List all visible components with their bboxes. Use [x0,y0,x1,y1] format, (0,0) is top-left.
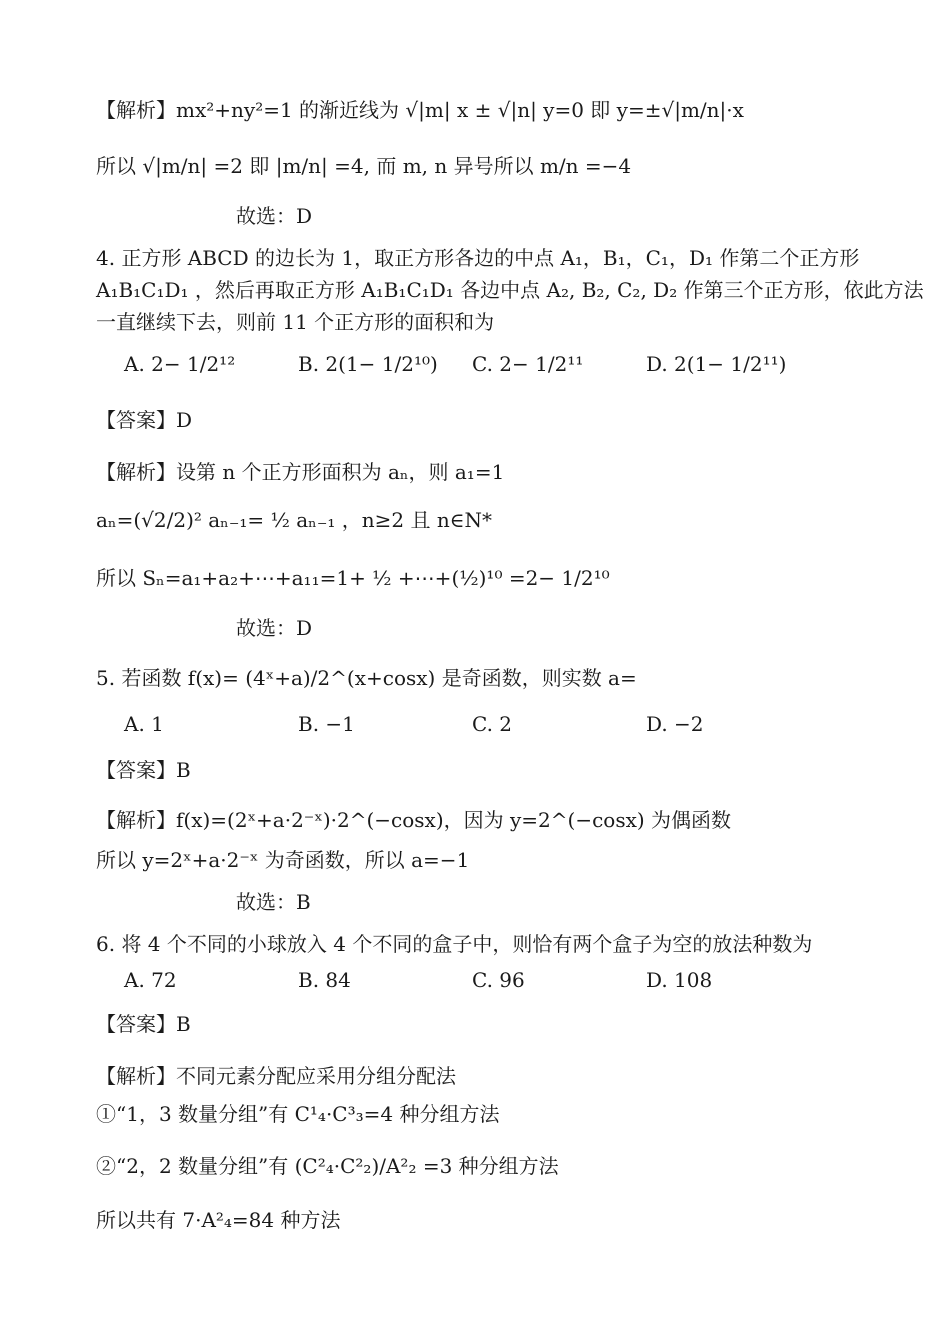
analysis-q4-line1: 【解析】设第 n 个正方形面积为 aₙ，则 a₁=1 [96,460,505,484]
question-4-line2: A₁B₁C₁D₁ ，然后再取正方形 A₁B₁C₁D₁ 各边中点 A₂, B₂, C₂, D₂ 作第三个正方形，依此方法 [96,278,924,302]
analysis-q3-line1: 【解析】mx²+ny²=1 的渐近线为 √|m| x ± √|n| y=0 即 y=±√|m/n|·x [96,98,744,122]
analysis-q3-line2: 所以 √|m/n| =2 即 |m/n| =4, 而 m, n 异号所以 m/n =−4 [96,154,632,178]
analysis-q5-line1: 【解析】f(x)=(2ˣ+a·2⁻ˣ)·2^(−cosx)，因为 y=2^(−cosx) 为偶函数 [96,808,732,832]
question-5: 5. 若函数 f(x)= (4ˣ+a)/2^(x+cosx) 是奇函数，则实数 a= [96,666,637,690]
answer-q6: 【答案】B [96,1012,191,1036]
answer-choice-q5: 故选：B [236,890,311,914]
analysis-q5-line2: 所以 y=2ˣ+a·2⁻ˣ 为奇函数，所以 a=−1 [96,848,470,872]
q6-option-d: D. 108 [646,968,713,992]
question-4-line3: 一直继续下去，则前 11 个正方形的面积和为 [96,310,495,334]
q4-option-a: A. 2− 1/2¹² [124,352,236,376]
question-4-line1: 4. 正方形 ABCD 的边长为 1，取正方形各边的中点 A₁，B₁，C₁，D₁ 作第二个正方形 [96,246,860,270]
answer-choice-q3: 故选：D [236,204,313,228]
q5-option-c: C. 2 [472,712,513,736]
analysis-q4-line2: aₙ=(√2/2)² aₙ₋₁= ½ aₙ₋₁ ，n≥2 且 n∈N* [96,508,493,532]
question-6: 6. 将 4 个不同的小球放入 4 个不同的盒子中，则恰有两个盒子为空的放法种数为 [96,932,813,956]
q4-option-d: D. 2(1− 1/2¹¹) [646,352,787,376]
answer-choice-q4: 故选：D [236,616,313,640]
q4-option-b: B. 2(1− 1/2¹⁰) [298,352,438,376]
q4-option-c: C. 2− 1/2¹¹ [472,352,584,376]
analysis-q6-line1: 【解析】不同元素分配应采用分组分配法 [96,1064,456,1088]
analysis-q6-line4: 所以共有 7·A²₄=84 种方法 [96,1208,341,1232]
q6-option-b: B. 84 [298,968,351,992]
q6-option-c: C. 96 [472,968,525,992]
answer-q5: 【答案】B [96,758,191,782]
q5-option-b: B. −1 [298,712,355,736]
analysis-q4-line3: 所以 Sₙ=a₁+a₂+⋯+a₁₁=1+ ½ +⋯+(½)¹⁰ =2− 1/2¹⁰ [96,566,610,590]
analysis-q6-line3: ②“2，2 数量分组”有 (C²₄·C²₂)/A²₂ =3 种分组方法 [96,1154,559,1178]
analysis-q6-line2: ①“1，3 数量分组”有 C¹₄·C³₃=4 种分组方法 [96,1102,500,1126]
q5-option-d: D. −2 [646,712,704,736]
answer-q4: 【答案】D [96,408,193,432]
q5-option-a: A. 1 [124,712,164,736]
q6-option-a: A. 72 [124,968,177,992]
